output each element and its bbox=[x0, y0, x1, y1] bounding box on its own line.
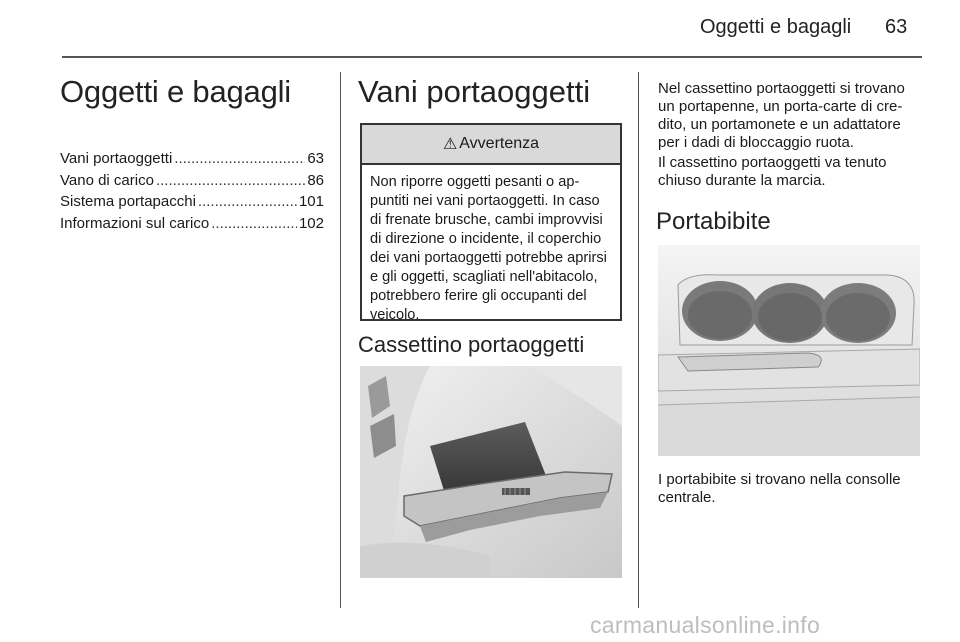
warning-title: Avvertenza bbox=[459, 135, 540, 152]
toc-entry-label: Informazioni sul carico bbox=[60, 214, 210, 232]
toc-leader-dots bbox=[156, 172, 305, 189]
toc-entry[interactable] bbox=[60, 150, 324, 172]
cupholder-title: Portabibite bbox=[656, 208, 771, 235]
chapter-title: Oggetti e bagagli bbox=[60, 74, 291, 109]
glovebox-photo bbox=[360, 366, 622, 578]
toc-entry[interactable] bbox=[60, 172, 324, 194]
warning-triangle-icon: ⚠ bbox=[442, 136, 458, 153]
toc-leader-dots bbox=[198, 193, 297, 210]
page-number: 63 bbox=[885, 16, 908, 38]
toc-entry-page: 63 bbox=[307, 150, 324, 167]
section-title: Vani portaoggetti bbox=[358, 74, 591, 109]
cupholder-photo bbox=[658, 245, 920, 456]
glovebox-note: Il cassettino portaoggetti va tenuto chiuso durante la marcia. bbox=[658, 154, 887, 189]
warning-box bbox=[360, 123, 622, 321]
glovebox-description: Nel cassettino portaoggetti si trovano un portapenne, un porta-carte di credito, un portamonete e un adattatore per i dadi di bloccaggio ruota. bbox=[658, 80, 905, 151]
toc-entry-label: Vano di carico bbox=[60, 171, 154, 189]
warning-text: Non riporre oggetti pesanti o appuntiti nei vani portaoggetti. In caso di frenate brusche, cambi improvvisi di direzione o incidente, il coperchio dei vani portaoggetti potrebbe aprirsi e gli oggetti, scagliati nell'abitacolo, potrebbero ferire gli occupanti del veicolo. bbox=[370, 174, 607, 323]
column-divider-2 bbox=[638, 72, 639, 608]
cupholder-description: I portabibite si trovano nella consolle centrale. bbox=[658, 471, 901, 506]
toc-entry-label: Sistema portapacchi bbox=[60, 193, 196, 210]
toc-entry-page: 101 bbox=[298, 193, 324, 210]
toc-leader-dots bbox=[174, 150, 305, 167]
toc-leader-dots bbox=[211, 215, 297, 232]
toc-entry[interactable] bbox=[60, 215, 324, 237]
watermark: carmanualsonline.info bbox=[590, 612, 821, 638]
toc-entry[interactable] bbox=[60, 193, 324, 215]
column-divider-1 bbox=[340, 72, 341, 608]
toc-entry-page: 86 bbox=[307, 171, 324, 189]
warning-header bbox=[362, 125, 620, 165]
toc-entry-page: 102 bbox=[298, 214, 324, 232]
header-divider bbox=[62, 56, 922, 58]
toc-entry-label: Vani portaoggetti bbox=[60, 150, 173, 167]
glovebox-title: Cassettino portaoggetti bbox=[358, 332, 585, 357]
chapter-toc bbox=[60, 150, 324, 236]
running-header-title: Oggetti e bagagli bbox=[700, 16, 852, 38]
